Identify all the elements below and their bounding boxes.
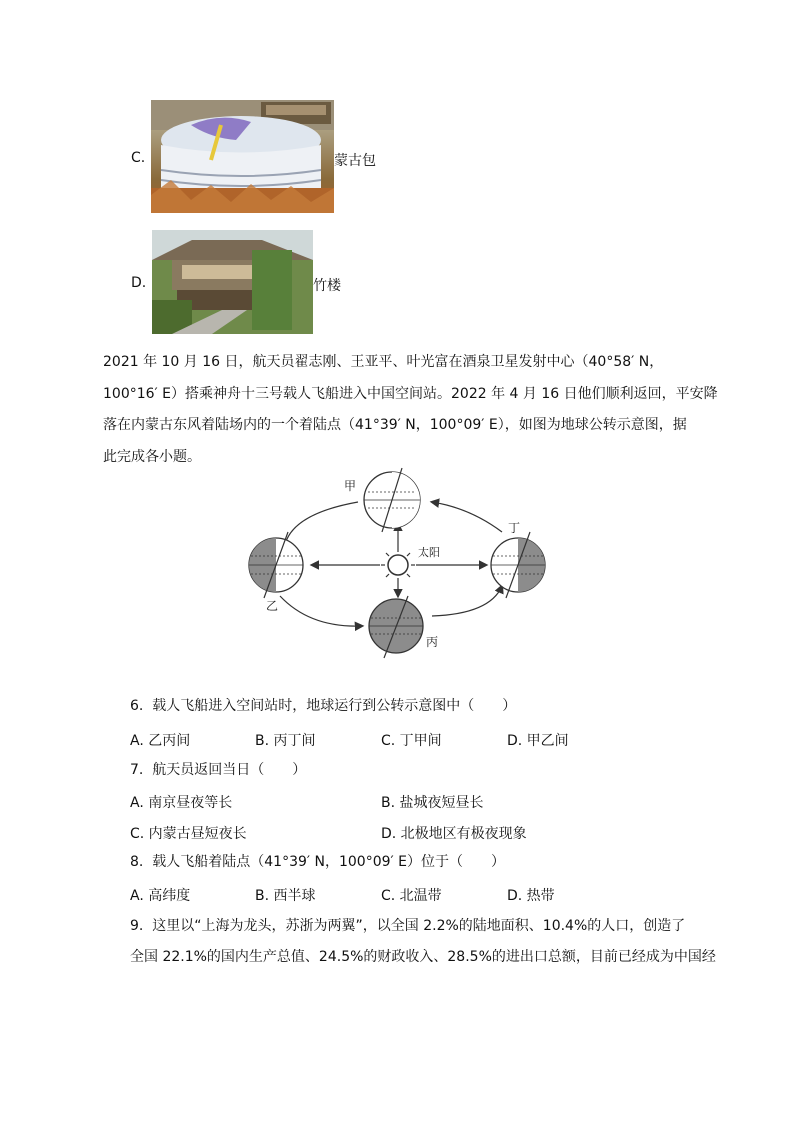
sun-label: 太阳 [418,547,440,559]
q6-option-a[interactable]: A. 乙丙间 [130,733,191,749]
yurt-photo [151,100,334,213]
sun-icon [381,548,415,582]
option-d-caption: 竹楼 [313,278,341,294]
q8-option-c[interactable]: C. 北温带 [381,888,442,904]
earth-yi [249,532,303,598]
q7-option-c[interactable]: C. 内蒙古昼短夜长 [130,826,247,842]
question-number: 7. [130,762,144,778]
label-yi: 乙 [266,599,279,613]
option-c-letter: C. [131,150,146,166]
question-stem: 载人飞船进入空间站时，地球运行到公转示意图中（ ） [152,698,517,714]
option-d-letter: D. [131,275,147,291]
option-c-caption: 蒙古包 [334,153,376,169]
question-number: 6. [130,698,144,714]
question-stem: 这里以“上海为龙头，苏浙为两翼”，以全国 2.2%的陆地面积、10.4%的人口，创造了 [152,918,686,934]
label-bing: 丙 [426,635,439,649]
q6-option-b[interactable]: B. 丙丁间 [255,733,316,749]
q8-option-a[interactable]: A. 高纬度 [130,888,191,904]
passage-line: 100°16′ E）搭乘神舟十三号载人飞船进入中国空间站。2022 年 4 月 16 日他们顺利返回，平安降 [103,386,718,402]
q7-option-d[interactable]: D. 北极地区有极夜现象 [381,826,527,842]
label-jia: 甲 [344,479,357,493]
q8-option-d[interactable]: D. 热带 [507,888,555,904]
earth-jia [364,468,420,532]
bamboo-house-photo [152,230,313,334]
label-ding: 丁 [508,521,521,535]
q7-option-a[interactable]: A. 南京昼夜等长 [130,795,233,811]
earth-bing [369,596,423,658]
question-number: 8. [130,854,144,870]
question-7 [130,760,306,780]
earth-revolution-diagram [240,466,560,666]
question-9-line-2: 全国 22.1%的国内生产总值、24.5%的财政收入、28.5%的进出口总额，目前已经成为中国经 [130,949,716,965]
question-8 [130,852,505,872]
passage-line: 此完成各小题。 [103,449,201,465]
passage-line: 落在内蒙古东风着陆场内的一个着陆点（41°39′ N，100°09′ E），如图为地球公转示意图，据 [103,417,687,433]
q8-option-b[interactable]: B. 西半球 [255,888,316,904]
question-stem: 航天员返回当日（ ） [152,762,307,778]
passage-line: 2021 年 10 月 16 日，航天员翟志刚、王亚平、叶光富在酒泉卫星发射中心（40°58′ N， [103,354,664,370]
question-9 [130,916,685,936]
q7-option-b[interactable]: B. 盐城夜短昼长 [381,795,484,811]
earth-ding [491,532,545,598]
q6-option-d[interactable]: D. 甲乙间 [507,733,569,749]
question-6 [130,696,516,716]
question-number: 9. [130,918,144,934]
question-stem: 载人飞船着陆点（41°39′ N，100°09′ E）位于（ ） [152,854,506,870]
q6-option-c[interactable]: C. 丁甲间 [381,733,442,749]
